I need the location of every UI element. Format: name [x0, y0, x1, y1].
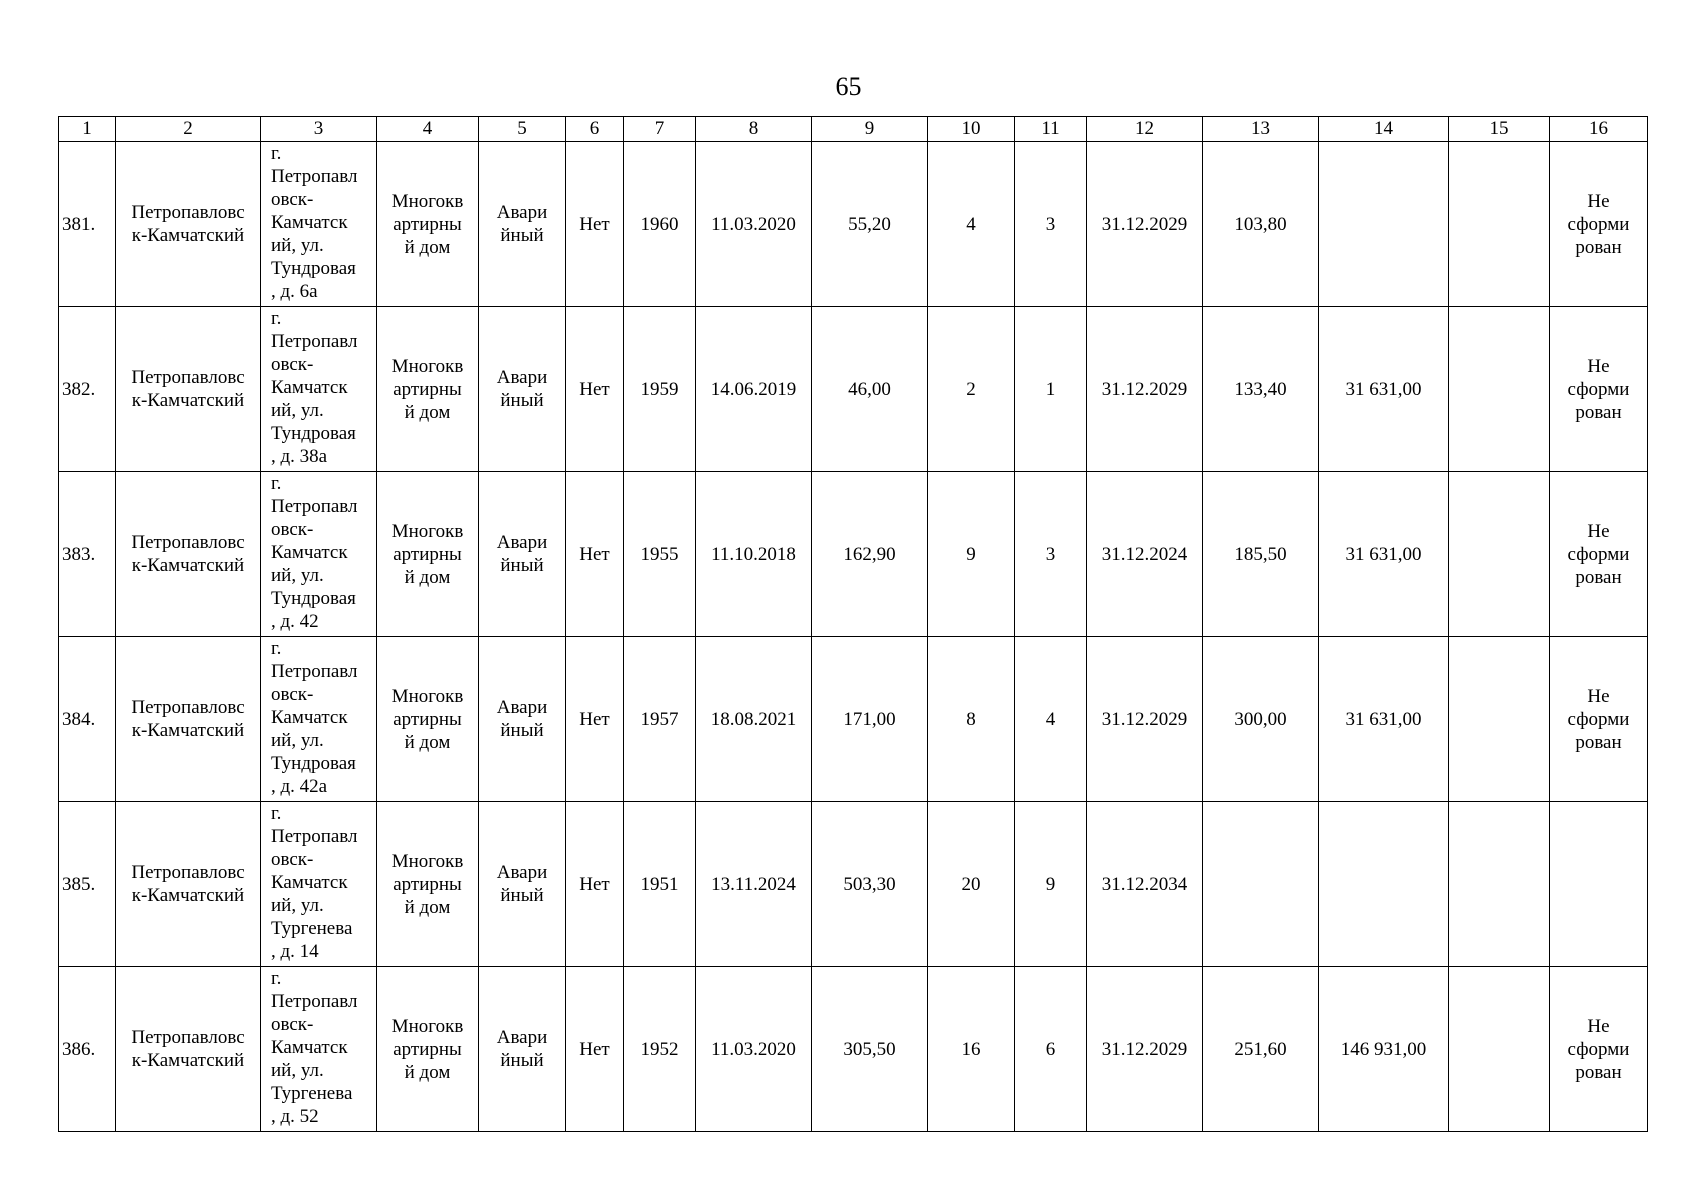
year-text: 1951 [640, 873, 679, 895]
row-number-text: 385. [62, 873, 96, 895]
page-number: 65 [835, 72, 862, 101]
building-type-text: Многокв артирны й дом [391, 520, 464, 588]
column-header: 3 [261, 117, 377, 142]
premises-cell [1015, 472, 1087, 637]
building-type-cell [377, 307, 479, 472]
column-header: 10 [928, 117, 1015, 142]
premises-text: 1 [1045, 378, 1056, 400]
deadline-cell [1087, 472, 1203, 637]
building-type-text: Многокв артирны й дом [391, 850, 464, 918]
column-16-text: Не сформи рован [1567, 685, 1630, 753]
flag-cell [566, 142, 624, 307]
municipality-text: Петропавловс к-Камчатский [131, 1027, 245, 1071]
column-header: 5 [479, 117, 566, 142]
address-text: г. Петропавл овск- Камчатск ий, ул. Тундровая , д. 6а [271, 143, 358, 302]
year-cell [624, 472, 696, 637]
column-14-cell [1319, 967, 1449, 1132]
table-row [59, 967, 1648, 1132]
year-text: 1957 [640, 708, 679, 730]
area-cell [812, 307, 928, 472]
municipality-cell [116, 637, 261, 802]
municipality-cell [116, 307, 261, 472]
column-13-text: 251,60 [1234, 1038, 1287, 1060]
deadline-cell [1087, 967, 1203, 1132]
column-header: 13 [1203, 117, 1319, 142]
column-16-cell [1550, 307, 1648, 472]
table-row [59, 637, 1648, 802]
row-number-text: 381. [62, 213, 96, 235]
condition-text: Авари йный [496, 862, 548, 906]
row-number [59, 967, 116, 1132]
table-row [59, 472, 1648, 637]
flag-text: Нет [579, 708, 610, 730]
residents-text: 4 [966, 213, 976, 235]
header-row [59, 117, 1648, 142]
building-type-text: Многокв артирны й дом [391, 1015, 464, 1083]
column-13-cell [1203, 802, 1319, 967]
column-14-cell [1319, 802, 1449, 967]
recognition-date-cell [696, 967, 812, 1132]
building-type-cell [377, 472, 479, 637]
premises-cell [1015, 637, 1087, 802]
column-header: 8 [696, 117, 812, 142]
year-cell [624, 637, 696, 802]
table-body [59, 142, 1648, 1132]
deadline-cell [1087, 307, 1203, 472]
column-13-cell [1203, 967, 1319, 1132]
year-cell [624, 142, 696, 307]
condition-cell [479, 637, 566, 802]
residents-text: 8 [966, 708, 976, 730]
premises-cell [1015, 307, 1087, 472]
residents-cell [928, 637, 1015, 802]
column-13-text: 133,40 [1234, 378, 1287, 400]
municipality-cell [116, 967, 261, 1132]
address-cell [261, 802, 377, 967]
building-type-cell [377, 802, 479, 967]
row-number-text: 382. [62, 378, 96, 400]
column-13-text: 185,50 [1234, 543, 1287, 565]
column-header: 16 [1550, 117, 1648, 142]
column-14-text: 146 931,00 [1340, 1038, 1427, 1060]
row-number-text: 383. [62, 543, 96, 565]
premises-text: 4 [1045, 708, 1056, 730]
address-cell [261, 307, 377, 472]
premises-text: 9 [1045, 873, 1056, 895]
address-text: г. Петропавл овск- Камчатск ий, ул. Тургенева , д. 52 [271, 968, 358, 1127]
building-type-text: Многокв артирны й дом [391, 190, 464, 258]
year-cell [624, 967, 696, 1132]
column-14-cell [1319, 307, 1449, 472]
row-number-text: 386. [62, 1038, 96, 1060]
column-16-cell [1550, 472, 1648, 637]
area-cell [812, 142, 928, 307]
table-row [59, 307, 1648, 472]
residents-cell [928, 307, 1015, 472]
row-number [59, 307, 116, 472]
area-text: 55,20 [848, 213, 891, 235]
building-type-cell [377, 637, 479, 802]
column-16-text: Не сформи рован [1567, 1015, 1630, 1083]
building-type-text: Многокв артирны й дом [391, 355, 464, 423]
residents-cell [928, 142, 1015, 307]
area-cell [812, 637, 928, 802]
recognition-date-cell [696, 142, 812, 307]
municipality-text: Петропавловс к-Камчатский [131, 862, 245, 906]
deadline-text: 31.12.2029 [1101, 708, 1188, 730]
area-text: 305,50 [843, 1038, 896, 1060]
row-number-text: 384. [62, 708, 96, 730]
column-14-cell [1319, 142, 1449, 307]
area-text: 46,00 [848, 378, 891, 400]
column-13-cell [1203, 472, 1319, 637]
year-text: 1960 [640, 213, 679, 235]
flag-text: Нет [579, 873, 610, 895]
flag-cell [566, 802, 624, 967]
address-text: г. Петропавл овск- Камчатск ий, ул. Тундровая , д. 38а [271, 308, 358, 467]
condition-cell [479, 472, 566, 637]
condition-text: Авари йный [496, 1027, 548, 1071]
flag-text: Нет [579, 1038, 610, 1060]
row-number [59, 142, 116, 307]
residents-cell [928, 472, 1015, 637]
deadline-text: 31.12.2029 [1101, 378, 1188, 400]
column-14-cell [1319, 637, 1449, 802]
premises-text: 6 [1045, 1038, 1056, 1060]
residents-text: 20 [961, 873, 981, 895]
recognition-date-text: 18.08.2021 [710, 708, 797, 730]
area-cell [812, 802, 928, 967]
year-text: 1955 [640, 543, 679, 565]
residents-cell [928, 967, 1015, 1132]
condition-text: Авари йный [496, 202, 548, 246]
column-header: 12 [1087, 117, 1203, 142]
housing-registry-table [58, 116, 1648, 1132]
column-15-cell [1449, 307, 1550, 472]
premises-cell [1015, 142, 1087, 307]
premises-text: 3 [1045, 543, 1056, 565]
column-16-cell [1550, 142, 1648, 307]
address-text: г. Петропавл овск- Камчатск ий, ул. Тургенева , д. 14 [271, 803, 358, 962]
residents-text: 2 [966, 378, 976, 400]
recognition-date-text: 14.06.2019 [710, 378, 797, 400]
condition-text: Авари йный [496, 367, 548, 411]
building-type-text: Многокв артирны й дом [391, 685, 464, 753]
column-15-cell [1449, 967, 1550, 1132]
column-header: 1 [59, 117, 116, 142]
row-number [59, 802, 116, 967]
recognition-date-text: 11.03.2020 [711, 1038, 796, 1060]
residents-text: 16 [961, 1038, 981, 1060]
column-13-cell [1203, 637, 1319, 802]
address-text: г. Петропавл овск- Камчатск ий, ул. Тундровая , д. 42 [271, 473, 358, 632]
recognition-date-cell [696, 307, 812, 472]
flag-text: Нет [579, 378, 610, 400]
flag-cell [566, 967, 624, 1132]
column-header: 14 [1319, 117, 1449, 142]
area-cell [812, 967, 928, 1132]
condition-cell [479, 142, 566, 307]
column-13-cell [1203, 307, 1319, 472]
address-cell [261, 472, 377, 637]
residents-text: 9 [966, 543, 976, 565]
column-16-text: Не сформи рован [1567, 190, 1630, 258]
table-header [59, 117, 1648, 142]
building-type-cell [377, 967, 479, 1132]
year-text: 1959 [640, 378, 679, 400]
deadline-text: 31.12.2024 [1101, 543, 1188, 565]
column-16-cell [1550, 967, 1648, 1132]
residents-cell [928, 802, 1015, 967]
condition-cell [479, 802, 566, 967]
recognition-date-cell [696, 637, 812, 802]
column-header: 2 [116, 117, 261, 142]
table-row [59, 802, 1648, 967]
municipality-text: Петропавловс к-Камчатский [131, 697, 245, 741]
municipality-text: Петропавловс к-Камчатский [131, 532, 245, 576]
building-type-cell [377, 142, 479, 307]
column-header: 9 [812, 117, 928, 142]
column-16-text: Не сформи рован [1567, 355, 1630, 423]
municipality-cell [116, 142, 261, 307]
column-14-text: 31 631,00 [1345, 708, 1422, 730]
column-14-cell [1319, 472, 1449, 637]
deadline-text: 31.12.2029 [1101, 1038, 1188, 1060]
column-header: 6 [566, 117, 624, 142]
column-13-text: 103,80 [1234, 213, 1287, 235]
area-cell [812, 472, 928, 637]
recognition-date-text: 13.11.2024 [711, 873, 796, 895]
municipality-cell [116, 472, 261, 637]
municipality-text: Петропавловс к-Камчатский [131, 202, 245, 246]
area-text: 162,90 [843, 543, 896, 565]
area-text: 503,30 [843, 873, 896, 895]
column-15-cell [1449, 142, 1550, 307]
recognition-date-cell [696, 802, 812, 967]
flag-cell [566, 307, 624, 472]
flag-text: Нет [579, 543, 610, 565]
premises-cell [1015, 802, 1087, 967]
column-header: 7 [624, 117, 696, 142]
column-16-cell [1550, 802, 1648, 967]
column-14-text: 31 631,00 [1345, 543, 1422, 565]
year-cell [624, 802, 696, 967]
row-number [59, 637, 116, 802]
column-15-cell [1449, 472, 1550, 637]
column-header: 15 [1449, 117, 1550, 142]
recognition-date-cell [696, 472, 812, 637]
column-15-cell [1449, 802, 1550, 967]
address-cell [261, 142, 377, 307]
column-header: 4 [377, 117, 479, 142]
area-text: 171,00 [843, 708, 896, 730]
deadline-text: 31.12.2029 [1101, 213, 1188, 235]
table-row [59, 142, 1648, 307]
condition-cell [479, 307, 566, 472]
deadline-text: 31.12.2034 [1101, 873, 1188, 895]
municipality-cell [116, 802, 261, 967]
condition-cell [479, 967, 566, 1132]
row-number [59, 472, 116, 637]
deadline-cell [1087, 142, 1203, 307]
recognition-date-text: 11.03.2020 [711, 213, 796, 235]
column-16-text: Не сформи рован [1567, 520, 1630, 588]
deadline-cell [1087, 802, 1203, 967]
year-cell [624, 307, 696, 472]
premises-cell [1015, 967, 1087, 1132]
premises-text: 3 [1045, 213, 1056, 235]
column-13-cell [1203, 142, 1319, 307]
recognition-date-text: 11.10.2018 [711, 543, 796, 565]
address-cell [261, 637, 377, 802]
flag-text: Нет [579, 213, 610, 235]
flag-cell [566, 637, 624, 802]
column-header: 11 [1015, 117, 1087, 142]
column-14-text: 31 631,00 [1345, 378, 1422, 400]
column-16-cell [1550, 637, 1648, 802]
condition-text: Авари йный [496, 532, 548, 576]
year-text: 1952 [640, 1038, 679, 1060]
municipality-text: Петропавловс к-Камчатский [131, 367, 245, 411]
address-cell [261, 967, 377, 1132]
condition-text: Авари йный [496, 697, 548, 741]
column-15-cell [1449, 637, 1550, 802]
deadline-cell [1087, 637, 1203, 802]
column-13-text: 300,00 [1234, 708, 1287, 730]
address-text: г. Петропавл овск- Камчатск ий, ул. Тундровая , д. 42а [271, 638, 358, 797]
flag-cell [566, 472, 624, 637]
